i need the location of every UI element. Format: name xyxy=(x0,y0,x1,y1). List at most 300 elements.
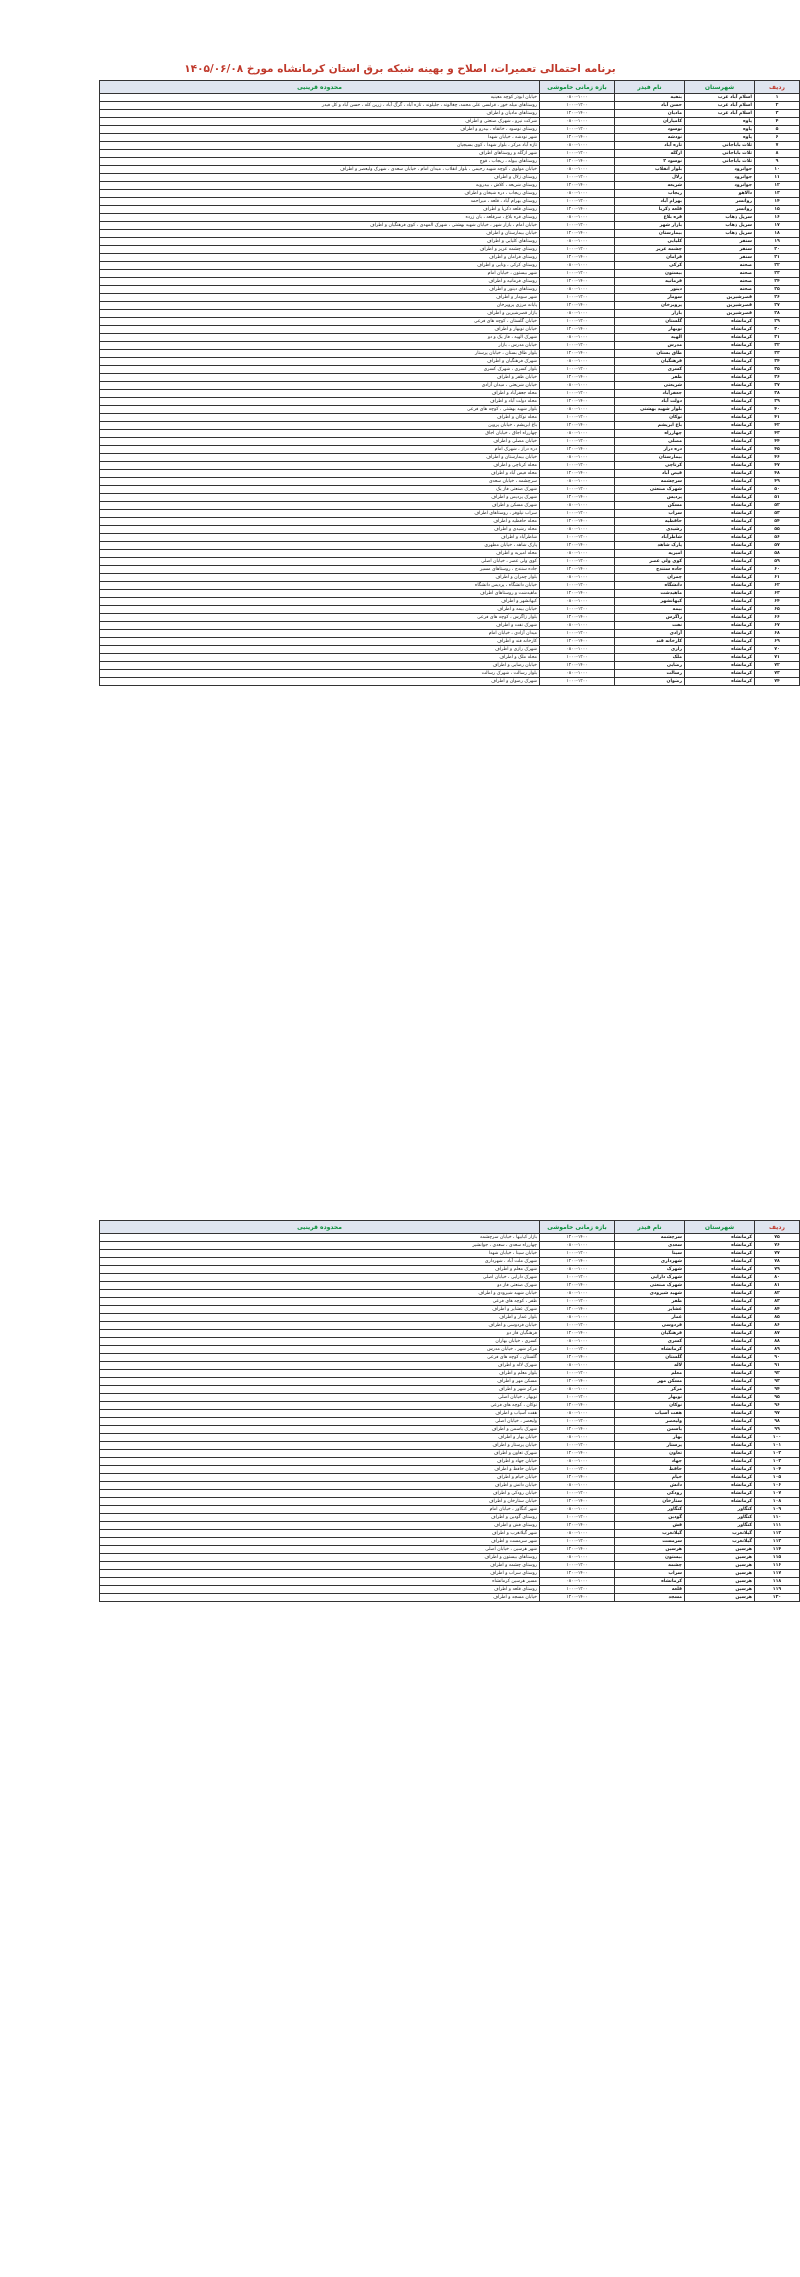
table-row xyxy=(100,158,800,166)
feeder-cell: بیمارستان xyxy=(615,454,685,462)
row-number: ۲۰ xyxy=(755,246,800,254)
table-row xyxy=(100,1450,800,1458)
outage-time-cell: ۰۸۰۰-۱۰۰۰ xyxy=(540,430,615,438)
area-cell: چهارراه سعدی ، سعدی ، جوانشیر xyxy=(100,1242,540,1250)
feeder-cell: معلم xyxy=(615,1370,685,1378)
row-number: ۱۰ xyxy=(755,166,800,174)
area-cell: شهرک پردیس و اطراف xyxy=(100,494,540,502)
feeder-cell: ملک xyxy=(615,654,685,662)
table-row xyxy=(100,1282,800,1290)
table-row xyxy=(100,1242,800,1250)
area-cell: شهرک مسکن و اطراف xyxy=(100,502,540,510)
feeder-cell: پردیس xyxy=(615,494,685,502)
table-row xyxy=(100,606,800,614)
feeder-cell: قلعه xyxy=(615,1586,685,1594)
area-cell: روستای قلعه ذکریا و اطراف xyxy=(100,206,540,214)
area-cell: شهرک معلم و اطراف xyxy=(100,1266,540,1274)
table-row xyxy=(100,430,800,438)
table-row xyxy=(100,350,800,358)
row-number: ۶۳ xyxy=(755,590,800,598)
table-row xyxy=(100,134,800,142)
area-cell: کیهانشهر و اطراف xyxy=(100,598,540,606)
area-cell: خیابان مدرس ، بازار xyxy=(100,342,540,350)
feeder-cell: فیض آباد xyxy=(615,470,685,478)
row-number: ۵۹ xyxy=(755,558,800,566)
table-row xyxy=(100,262,800,270)
table-row xyxy=(100,206,800,214)
header-time: بازه زمانی خاموشی xyxy=(540,81,615,94)
feeder-cell: چمران xyxy=(615,574,685,582)
feeder-cell: شهرک صنعتی xyxy=(615,486,685,494)
area-cell: شهرک رضوان و اطراف xyxy=(100,678,540,686)
city-cell: هرسین xyxy=(685,1594,755,1602)
row-number: ۴۴ xyxy=(755,438,800,446)
city-cell: کرمانشاه xyxy=(685,398,755,406)
feeder-cell: رضایی xyxy=(615,662,685,670)
row-number: ۸۳ xyxy=(755,1298,800,1306)
table-row xyxy=(100,1586,800,1594)
table-row xyxy=(100,1370,800,1378)
table-row xyxy=(100,358,800,366)
table-row xyxy=(100,1594,800,1602)
area-cell: پایانه مرزی پرویزخان xyxy=(100,302,540,310)
feeder-cell: گلستان xyxy=(615,1354,685,1362)
city-cell: کرمانشاه xyxy=(685,318,755,326)
city-cell: کرمانشاه xyxy=(685,1354,755,1362)
table-row xyxy=(100,1410,800,1418)
area-cell: خیابان ظفر و اطراف xyxy=(100,374,540,382)
outage-time-cell: ۰۸۰۰-۱۰۰۰ xyxy=(540,1338,615,1346)
row-number: ۱۰۱ xyxy=(755,1442,800,1450)
feeder-cell: کرناچی xyxy=(615,462,685,470)
outage-time-cell: ۱۰۰۰-۱۲۰۰ xyxy=(540,318,615,326)
outage-time-cell: ۱۰۰۰-۱۲۰۰ xyxy=(540,1250,615,1258)
area-cell: محله فیض آباد و اطراف xyxy=(100,470,540,478)
table-row xyxy=(100,654,800,662)
area-cell: خیابان نوبهار و اطراف xyxy=(100,326,540,334)
area-cell: خیابان شهید شیرودی و اطراف xyxy=(100,1290,540,1298)
table-row xyxy=(100,550,800,558)
area-cell: ظفر ، کوچه های فرعی xyxy=(100,1298,540,1306)
row-number: ۹۴ xyxy=(755,1386,800,1394)
row-number: ۱۸ xyxy=(755,230,800,238)
outage-time-cell: ۱۲۰۰-۱۴۰۰ xyxy=(540,1426,615,1434)
city-cell: کرمانشاه xyxy=(685,518,755,526)
feeder-cell: جعفرآباد xyxy=(615,390,685,398)
area-cell: روستای زلال و اطراف xyxy=(100,174,540,182)
city-cell: جوانرود xyxy=(685,182,755,190)
area-cell: خیابان فردوسی و اطراف xyxy=(100,1322,540,1330)
city-cell: سرپل ذهاب xyxy=(685,222,755,230)
row-number: ۸۵ xyxy=(755,1314,800,1322)
table-row xyxy=(100,182,800,190)
outage-time-cell: ۰۸۰۰-۱۰۰۰ xyxy=(540,646,615,654)
area-cell: بلوار رسالت ، شهرک رسالت xyxy=(100,670,540,678)
row-number: ۸۱ xyxy=(755,1282,800,1290)
city-cell: کرمانشاه xyxy=(685,430,755,438)
outage-time-cell: ۰۸۰۰-۱۰۰۰ xyxy=(540,94,615,102)
row-number: ۷۷ xyxy=(755,1250,800,1258)
table-header-row xyxy=(100,81,800,94)
table-row xyxy=(100,374,800,382)
area-cell: نوبهار ، خیابان اصلی xyxy=(100,1394,540,1402)
table-row xyxy=(100,1514,800,1522)
city-cell: کرمانشاه xyxy=(685,350,755,358)
row-number: ۴۷ xyxy=(755,462,800,470)
outage-time-cell: ۱۰۰۰-۱۲۰۰ xyxy=(540,222,615,230)
city-cell: صحنه xyxy=(685,270,755,278)
outage-time-cell: ۱۰۰۰-۱۲۰۰ xyxy=(540,1370,615,1378)
city-cell: هرسین xyxy=(685,1546,755,1554)
row-number: ۴۳ xyxy=(755,430,800,438)
feeder-cell: دانشگاه xyxy=(615,582,685,590)
table-row xyxy=(100,1482,800,1490)
table-row xyxy=(100,1354,800,1362)
area-cell: محله ملک و اطراف xyxy=(100,654,540,662)
feeder-cell: کلیایی xyxy=(615,238,685,246)
outage-time-cell: ۱۲۰۰-۱۴۰۰ xyxy=(540,518,615,526)
row-number: ۵۲ xyxy=(755,502,800,510)
feeder-cell: کرمانشاه xyxy=(615,1346,685,1354)
table-row xyxy=(100,1274,800,1282)
area-cell: شهرک ملت آباد ، شهرداری xyxy=(100,1258,540,1266)
outage-time-cell: ۰۸۰۰-۱۰۰۰ xyxy=(540,1266,615,1274)
row-number: ۷۰ xyxy=(755,646,800,654)
area-cell: شهر ازگله و روستاهای اطراف xyxy=(100,150,540,158)
table-row xyxy=(100,1378,800,1386)
area-cell: بلوار شهید بهشتی ، کوچه های فرعی xyxy=(100,406,540,414)
city-cell: هرسین xyxy=(685,1570,755,1578)
table-row xyxy=(100,1298,800,1306)
row-number: ۳۷ xyxy=(755,382,800,390)
feeder-cell: شهرک دارایی xyxy=(615,1274,685,1282)
feeder-cell: نوبهار xyxy=(615,326,685,334)
city-cell: کرمانشاه xyxy=(685,1434,755,1442)
city-cell: کرمانشاه xyxy=(685,1442,755,1450)
feeder-cell: سینا xyxy=(615,1250,685,1258)
area-cell: روستای فرامان و اطراف xyxy=(100,254,540,262)
city-cell: کرمانشاه xyxy=(685,454,755,462)
row-number: ۲۶ xyxy=(755,294,800,302)
outage-time-cell: ۱۰۰۰-۱۲۰۰ xyxy=(540,1394,615,1402)
city-cell: کرمانشاه xyxy=(685,1346,755,1354)
area-cell: روستای چشمه عزیز و اطراف xyxy=(100,246,540,254)
table-header-row xyxy=(100,1221,800,1234)
area-cell: شهرک الهیه ، فاز یک و دو xyxy=(100,334,540,342)
area-cell: روستاهای کلیایی و اطراف xyxy=(100,238,540,246)
row-number: ۳ xyxy=(755,110,800,118)
outage-time-cell: ۱۲۰۰-۱۴۰۰ xyxy=(540,1378,615,1386)
city-cell: کرمانشاه xyxy=(685,1234,755,1242)
outage-time-cell: ۱۰۰۰-۱۲۰۰ xyxy=(540,150,615,158)
table-row xyxy=(100,542,800,550)
city-cell: کرمانشاه xyxy=(685,494,755,502)
row-number: ۱۰۶ xyxy=(755,1482,800,1490)
outage-time-cell: ۰۸۰۰-۱۰۰۰ xyxy=(540,382,615,390)
outage-time-cell: ۱۰۰۰-۱۲۰۰ xyxy=(540,1490,615,1498)
area-cell: شهر سومار و اطراف xyxy=(100,294,540,302)
row-number: ۵ xyxy=(755,126,800,134)
city-cell: دالاهو xyxy=(685,190,755,198)
row-number: ۲۳ xyxy=(755,270,800,278)
outage-time-cell: ۱۲۰۰-۱۴۰۰ xyxy=(540,398,615,406)
row-number: ۳۸ xyxy=(755,390,800,398)
area-cell: مرکز شهر ، خیابان مدرس xyxy=(100,1346,540,1354)
row-number: ۲ xyxy=(755,102,800,110)
area-cell: شهرک یاسمن و اطراف xyxy=(100,1426,540,1434)
row-number: ۴۱ xyxy=(755,414,800,422)
area-cell: شهرک عشایر و اطراف xyxy=(100,1306,540,1314)
outage-time-cell: ۱۲۰۰-۱۴۰۰ xyxy=(540,1498,615,1506)
outage-time-cell: ۱۰۰۰-۱۲۰۰ xyxy=(540,366,615,374)
outage-time-cell: ۱۲۰۰-۱۴۰۰ xyxy=(540,662,615,670)
row-number: ۹۰ xyxy=(755,1354,800,1362)
outage-time-cell: ۰۸۰۰-۱۰۰۰ xyxy=(540,214,615,222)
row-number: ۲۹ xyxy=(755,318,800,326)
city-cell: جوانرود xyxy=(685,166,755,174)
row-number: ۱۰۲ xyxy=(755,1450,800,1458)
feeder-cell: مرکز xyxy=(615,1386,685,1394)
city-cell: کرمانشاه xyxy=(685,326,755,334)
table-row xyxy=(100,270,800,278)
outage-time-cell: ۱۲۰۰-۱۴۰۰ xyxy=(540,638,615,646)
area-cell: شهرک صنعتی فاز یک xyxy=(100,486,540,494)
feeder-cell: گیلانغرب xyxy=(615,1530,685,1538)
feeder-cell: شهرک صنعتی xyxy=(615,1282,685,1290)
row-number: ۱۱ xyxy=(755,174,800,182)
row-number: ۵۶ xyxy=(755,534,800,542)
feeder-cell: حافظ xyxy=(615,1466,685,1474)
city-cell: کرمانشاه xyxy=(685,678,755,686)
city-cell: کرمانشاه xyxy=(685,1386,755,1394)
table-row xyxy=(100,222,800,230)
table-row xyxy=(100,614,800,622)
feeder-cell: چشمه xyxy=(615,1562,685,1570)
area-cell: خیابان مصلی و اطراف xyxy=(100,438,540,446)
outage-time-cell: ۱۲۰۰-۱۴۰۰ xyxy=(540,1402,615,1410)
row-number: ۷۴ xyxy=(755,678,800,686)
area-cell: گلستان ، کوچه های فرعی xyxy=(100,1354,540,1362)
area-cell: روستای گودین و اطراف xyxy=(100,1514,540,1522)
feeder-cell: چهارراه xyxy=(615,430,685,438)
city-cell: کرمانشاه xyxy=(685,1250,755,1258)
feeder-cell: بازار xyxy=(615,310,685,318)
city-cell: کنگاور xyxy=(685,1522,755,1530)
area-cell: خیابان ابوذر کوچه معینیه xyxy=(100,94,540,102)
area-cell: خیابان دانشگاه ، پردیس دانشگاه xyxy=(100,582,540,590)
feeder-cell: نوسود ۲ xyxy=(615,158,685,166)
feeder-cell: کرمانشاه xyxy=(615,1578,685,1586)
outage-time-cell: ۱۰۰۰-۱۲۰۰ xyxy=(540,1274,615,1282)
table-row xyxy=(100,590,800,598)
city-cell: کرمانشاه xyxy=(685,670,755,678)
outage-time-cell: ۱۲۰۰-۱۴۰۰ xyxy=(540,254,615,262)
outage-time-cell: ۰۸۰۰-۱۰۰۰ xyxy=(540,1482,615,1490)
outage-time-cell: ۰۸۰۰-۱۰۰۰ xyxy=(540,622,615,630)
area-cell: مسیر هرسین کرمانشاه xyxy=(100,1578,540,1586)
outage-time-cell: ۱۲۰۰-۱۴۰۰ xyxy=(540,1306,615,1314)
area-cell: دره دراز ، شهرک امام xyxy=(100,446,540,454)
area-cell: خیابان شریعتی ، میدان آزادی xyxy=(100,382,540,390)
row-number: ۷۹ xyxy=(755,1266,800,1274)
city-cell: ثلاث باباجانی xyxy=(685,150,755,158)
area-cell: محله دولت آباد و اطراف xyxy=(100,398,540,406)
area-cell: روستای قلعه و اطراف xyxy=(100,1586,540,1594)
row-number: ۳۴ xyxy=(755,358,800,366)
row-number: ۵۷ xyxy=(755,542,800,550)
row-number: ۸۸ xyxy=(755,1338,800,1346)
outage-time-cell: ۱۰۰۰-۱۲۰۰ xyxy=(540,1322,615,1330)
table-row xyxy=(100,246,800,254)
table-row xyxy=(100,414,800,422)
table-row xyxy=(100,1442,800,1450)
city-cell: کرمانشاه xyxy=(685,414,755,422)
city-cell: کرمانشاه xyxy=(685,542,755,550)
city-cell: کرمانشاه xyxy=(685,1458,755,1466)
feeder-cell: سرچشمه xyxy=(615,1234,685,1242)
area-cell: روستاهای میله خور ، قزلسی علی محمد، چغالوند ، جلیلوند ، تازه آباد ، گرگ آباد ، زرین کله ، حسن آباد و کل فیدر xyxy=(100,102,540,110)
row-number: ۹ xyxy=(755,158,800,166)
table-row xyxy=(100,166,800,174)
table-row xyxy=(100,1266,800,1274)
row-number: ۱۷ xyxy=(755,222,800,230)
city-cell: صحنه xyxy=(685,262,755,270)
outage-time-cell: ۰۸۰۰-۱۰۰۰ xyxy=(540,166,615,174)
area-cell: شهر بیستون ، خیابان امام xyxy=(100,270,540,278)
feeder-cell: نوسود xyxy=(615,126,685,134)
outage-time-cell: ۱۲۰۰-۱۴۰۰ xyxy=(540,1282,615,1290)
outage-time-cell: ۱۰۰۰-۱۲۰۰ xyxy=(540,126,615,134)
row-number: ۱۶ xyxy=(755,214,800,222)
outage-time-cell: ۰۸۰۰-۱۰۰۰ xyxy=(540,598,615,606)
table-row xyxy=(100,118,800,126)
city-cell: کرمانشاه xyxy=(685,574,755,582)
row-number: ۶۰ xyxy=(755,566,800,574)
area-cell: سرچشمه ، خیابان سعدی xyxy=(100,478,540,486)
feeder-cell: نفت xyxy=(615,622,685,630)
feeder-cell: بهرام آباد xyxy=(615,198,685,206)
table-row xyxy=(100,1434,800,1442)
outage-time-cell: ۱۲۰۰-۱۴۰۰ xyxy=(540,590,615,598)
city-cell: اسلام آباد غرب xyxy=(685,102,755,110)
table-row xyxy=(100,1338,800,1346)
city-cell: گیلانغرب xyxy=(685,1530,755,1538)
row-number: ۲۲ xyxy=(755,262,800,270)
outage-time-cell: ۱۰۰۰-۱۲۰۰ xyxy=(540,534,615,542)
area-cell: خیابان حافظ و اطراف xyxy=(100,1466,540,1474)
table-body xyxy=(100,94,800,686)
outage-time-cell: ۰۸۰۰-۱۰۰۰ xyxy=(540,310,615,318)
outage-time-cell: ۱۰۰۰-۱۲۰۰ xyxy=(540,462,615,470)
feeder-cell: نودشه xyxy=(615,134,685,142)
city-cell: کرمانشاه xyxy=(685,1410,755,1418)
feeder-cell: عشایر xyxy=(615,1306,685,1314)
area-cell: کارخانه قند و اطراف xyxy=(100,638,540,646)
city-cell: کرمانشاه xyxy=(685,1362,755,1370)
outage-time-cell: ۱۲۰۰-۱۴۰۰ xyxy=(540,350,615,358)
feeder-cell: فرمانیه xyxy=(615,278,685,286)
table-row xyxy=(100,486,800,494)
outage-time-cell: ۰۸۰۰-۱۰۰۰ xyxy=(540,142,615,150)
table-row xyxy=(100,1234,800,1242)
outage-time-cell: ۱۰۰۰-۱۲۰۰ xyxy=(540,414,615,422)
outage-time-cell: ۱۰۰۰-۱۲۰۰ xyxy=(540,654,615,662)
city-cell: قصرشیرین xyxy=(685,294,755,302)
row-number: ۱۱۱ xyxy=(755,1522,800,1530)
feeder-cell: امیریه xyxy=(615,550,685,558)
outage-time-cell: ۰۸۰۰-۱۰۰۰ xyxy=(540,1314,615,1322)
feeder-cell: نوبهار xyxy=(615,1394,685,1402)
row-number: ۵۱ xyxy=(755,494,800,502)
table-row xyxy=(100,1474,800,1482)
area-cell: شهرک لاله و اطراف xyxy=(100,1362,540,1370)
table-row xyxy=(100,502,800,510)
table-row xyxy=(100,574,800,582)
feeder-cell: کارخانه قند xyxy=(615,638,685,646)
area-cell: روستاهای دینور و اطراف xyxy=(100,286,540,294)
area-cell: خیابان مولوی ، کوچه شهید رحیمی ، بلوار انقلاب ، میدان امام ، خیابان سعدی ، شهرک ولیعصر و اطراف xyxy=(100,166,540,174)
area-cell: خیابان امام ، بازار شهر ، خیابان شهید بهشتی ، شهرک المهدی ، کوی فرهنگیان و اطراف xyxy=(100,222,540,230)
city-cell: کرمانشاه xyxy=(685,1274,755,1282)
feeder-cell: بیمه xyxy=(615,606,685,614)
area-cell: روستای فش و اطراف xyxy=(100,1522,540,1530)
city-cell: کرمانشاه xyxy=(685,1258,755,1266)
row-number: ۹۷ xyxy=(755,1410,800,1418)
feeder-cell: بهار xyxy=(615,1434,685,1442)
row-number: ۶۹ xyxy=(755,638,800,646)
outage-time-cell: ۱۲۰۰-۱۴۰۰ xyxy=(540,206,615,214)
feeder-cell: بلوار انقلاب xyxy=(615,166,685,174)
row-number: ۸۲ xyxy=(755,1290,800,1298)
outage-time-cell: ۰۸۰۰-۱۰۰۰ xyxy=(540,454,615,462)
outage-time-cell: ۰۸۰۰-۱۰۰۰ xyxy=(540,1530,615,1538)
row-number: ۹۹ xyxy=(755,1426,800,1434)
table-row xyxy=(100,558,800,566)
city-cell: کرمانشاه xyxy=(685,470,755,478)
feeder-cell: سرمست xyxy=(615,1538,685,1546)
area-cell: بلوار چمران و اطراف xyxy=(100,574,540,582)
table-row xyxy=(100,102,800,110)
area-cell: شهر هرسین ، خیابان اصلی xyxy=(100,1546,540,1554)
table-row xyxy=(100,1498,800,1506)
area-cell: روستای چشمه و اطراف xyxy=(100,1562,540,1570)
city-cell: کرمانشاه xyxy=(685,382,755,390)
table-row xyxy=(100,110,800,118)
city-cell: کنگاور xyxy=(685,1506,755,1514)
city-cell: سرپل ذهاب xyxy=(685,230,755,238)
city-cell: اسلام آباد غرب xyxy=(685,94,755,102)
city-cell: کرمانشاه xyxy=(685,598,755,606)
feeder-cell: قره بلاغ xyxy=(615,214,685,222)
area-cell: بازار کبابیها ، خیابان سرچشمه xyxy=(100,1234,540,1242)
area-cell: روستاهای مادیان و اطراف xyxy=(100,110,540,118)
area-cell: خیابان رودکی و اطراف xyxy=(100,1490,540,1498)
outage-time-cell: ۱۲۰۰-۱۴۰۰ xyxy=(540,182,615,190)
area-cell: هفت آسیاب و اطراف xyxy=(100,1410,540,1418)
outage-time-cell: ۱۰۰۰-۱۲۰۰ xyxy=(540,1538,615,1546)
table-row xyxy=(100,334,800,342)
table-row xyxy=(100,462,800,470)
city-cell: قصرشیرین xyxy=(685,302,755,310)
feeder-cell: بیستون xyxy=(615,1554,685,1562)
outage-time-cell: ۱۲۰۰-۱۴۰۰ xyxy=(540,1330,615,1338)
city-cell: کرمانشاه xyxy=(685,606,755,614)
city-cell: کرمانشاه xyxy=(685,654,755,662)
table-row xyxy=(100,1394,800,1402)
row-number: ۱۱۳ xyxy=(755,1538,800,1546)
outage-time-cell: ۱۰۰۰-۱۲۰۰ xyxy=(540,630,615,638)
city-cell: صحنه xyxy=(685,286,755,294)
